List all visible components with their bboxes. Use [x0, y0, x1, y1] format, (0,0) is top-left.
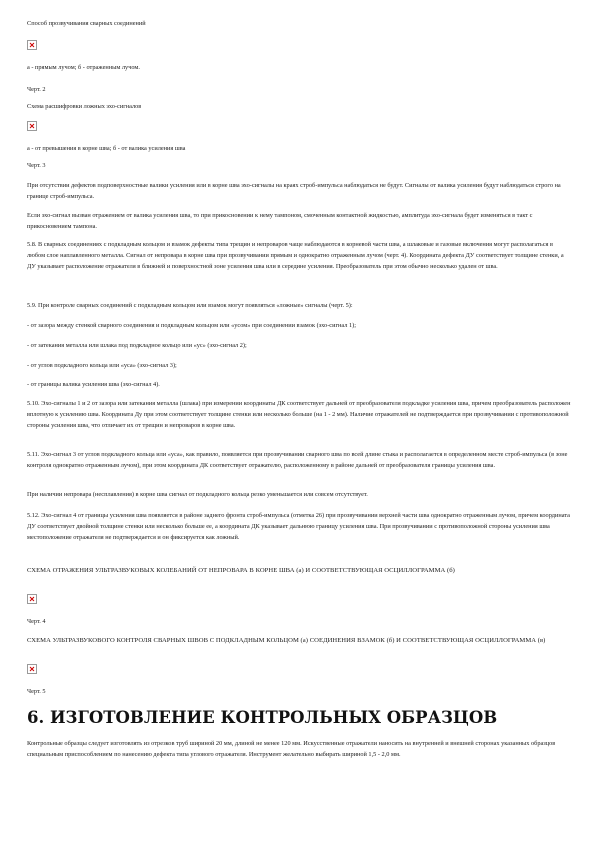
figure-label: Черт. 3 [27, 162, 46, 169]
broken-image-icon [27, 664, 37, 674]
list-item: - от углов подкладного кольца или «уса» (эхо-сигнал 3); [27, 362, 177, 369]
broken-image-icon [27, 594, 37, 604]
figure-label: Черт. 5 [27, 688, 46, 695]
paragraph: При наличии непровара (несплавления) в корне шва сигнал от подкладного кольца резко уменьшается или совсем отсутствует. [27, 491, 368, 498]
figure-caption: а - от превышения в корне шва; б - от валика усиления шва [27, 145, 186, 152]
figure-caption: а - прямым лучом; б - отраженным лучом. [27, 64, 140, 71]
paragraph: 5.11. Эхо-сигнал 3 от углов подкладного кольца или «уса», как правило, появляется при прозвучивании сварного шва по всей длине стыка и располагается в определенном месте строб-импульса (в зоне контроля однократно отраженным лучом), при этом координата ДК соответствует отражателю, расположенному в районе дальней от преобразователя границы усиления шва. [27, 451, 568, 469]
paragraph: 5.9. При контроле сварных соединений с подкладным кольцом или взамок могут появляться «ложные» сигналы (черт. 5): [27, 302, 353, 309]
paragraph: 5.10. Эхо-сигналы 1 и 2 от зазора или затекания металла (шлака) при измерении координаты ДК соответствует дальней от преобразователя подкладке усиления шва, причем преобразователь расположен вплотную к усилению шва. Координата Ду при этом соответствует толщине стенки или несколько больше (на 1 - 2 мм). Наличие отражателей не подтверждается при прозвучивании с противоположной стороны усиления шва, что отличает их от трещин и непроваров в корне шва. [27, 400, 571, 429]
figure-title: СХЕМА ОТРАЖЕНИЯ УЛЬТРАЗВУКОВЫХ КОЛЕБАНИЙ ОТ НЕПРОВАРА В КОРНЕ ШВА (а) И СООТВЕТСТВУЮЩАЯ ОСЦИЛЛОГРАММА (б) [27, 567, 455, 574]
list-item: - от границы валика усиления шва (эхо-сигнал 4). [27, 381, 160, 388]
figure-label: Черт. 2 [27, 86, 46, 93]
paragraph: Способ прозвучивания сварных соединений [27, 20, 146, 27]
figure-label: Черт. 4 [27, 618, 46, 625]
paragraph: Если эхо-сигнал вызван отражением от валика усиления шва, то при прикосновении к нему тампоном, смоченным контактной жидкостью, амплитуда эхо-сигнала будет изменяться в такт с прикосновением тампона. [27, 212, 533, 230]
paragraph: Контрольные образцы следует изготовлять из отрезков труб шириной 20 мм, длиной не менее 120 мм. Искусственные отражатели наносить на внутренней и внешней сторонах указанных образцов специальным приспособлением по нанесению дефекта типа углового отражателя. Инструмент желательно выбирать шириной 1,5 - 2,0 мм. [27, 740, 556, 758]
section-heading: 6. ИЗГОТОВЛЕНИЕ КОНТРОЛЬНЫХ ОБРАЗЦОВ [27, 708, 498, 727]
paragraph: 5.8. В сварных соединениях с подкладным кольцом и взамок дефекты типа трещин и непроваров чаще наблюдаются в корневой части шва, а шлаковые и газовые включения могут располагаться в любом слое наплавленного металла. Сигнал от непровара в корне шва при прозвучивании прямым и однократно отраженным лучом (черт. 4). Координата дефекта ДУ соответствует толщине стенки, а ДУ указывает расположение отражателя в ближней и поверхностной зоне усиления шва или в середине усиления. Преобразователь при этом обычно несколько удален от шва. [27, 241, 564, 270]
broken-image-icon [27, 121, 37, 131]
paragraph: 5.12. Эхо-сигнал 4 от границы усиления шва появляется в районе заднего фронта строб-импульса (отметка 26) при прозвучивании верхней части шва однократно отраженным лучом, причем координата ДУ соответствует двойной толщине стенки или несколько больше ее, а координата ДК указывает дальнюю границу усиления шва. При прозвучивании с противоположной стороны усиления шва местоположение отражателя не подтверждается и он фиксируется как ложный. [27, 512, 570, 541]
broken-image-icon [27, 40, 37, 50]
paragraph: При отсутствии дефектов подповерхностные валики усиления или в корне шва эхо-сигналы на краях строб-импульса наблюдаться не будут. Сигналы от валика усиления будут наблюдаться строго на границе строб-импульса. [27, 182, 561, 200]
list-item: - от затекания металла или шлака под подкладное кольцо или «ус» (эхо-сигнал 2); [27, 342, 247, 349]
paragraph: Схема расшифровки ложных эхо-сигналов [27, 103, 142, 110]
list-item: - от зазора между стенкой сварного соединения и подкладным кольцом или «усом» при соединении взамок (эхо-сигнал 1); [27, 322, 356, 329]
figure-title: СХЕМА УЛЬТРАЗВУКОВОГО КОНТРОЛЯ СВАРНЫХ ШВОВ С ПОДКЛАДНЫМ КОЛЬЦОМ (а) СОЕДИНЕНИЯ ВЗАМОК (б) И СООТВЕТСТВУЮЩАЯ ОСЦИЛЛОГРАММА (в) [27, 637, 546, 644]
